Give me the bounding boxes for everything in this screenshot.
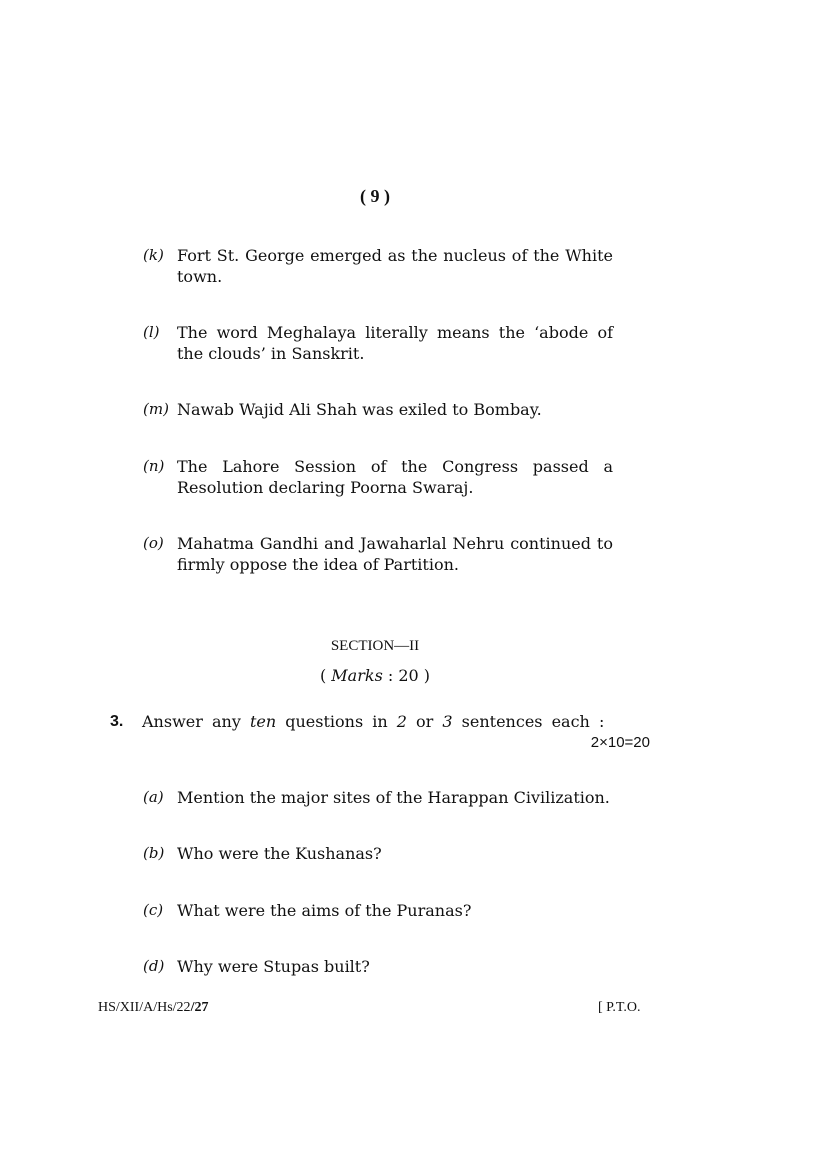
- paper-code: [98, 1000, 208, 1016]
- question-text-part: Answer any: [142, 712, 250, 731]
- paper-code-suffix: /27: [190, 1000, 209, 1015]
- statement-text: The Lahore Session of the Congress passed a Resolution declaring Poorna Swaraj.: [177, 457, 613, 497]
- question-number: 3.: [110, 713, 124, 730]
- sub-question-label: (b): [143, 844, 165, 862]
- question-text: [142, 711, 650, 732]
- sub-question-text: Why were Stupas built?: [177, 957, 370, 976]
- question-text-italic: 2: [396, 712, 407, 731]
- marks-prefix: (: [319, 666, 332, 685]
- statement-l: [143, 322, 613, 364]
- sub-question-text: Mention the major sites of the Harappan Civilization.: [177, 788, 610, 807]
- paper-code-prefix: HS/XII/A/Hs/22: [98, 1000, 191, 1015]
- marks-word: Marks: [331, 666, 383, 685]
- sub-question-label: (c): [143, 901, 164, 919]
- sub-question-text: What were the aims of the Puranas?: [177, 901, 472, 920]
- question-text-italic: ten: [249, 712, 277, 731]
- pto-label: [ P.T.O.: [598, 1000, 641, 1015]
- statement-m: [143, 399, 613, 420]
- statement-label: (m): [143, 400, 169, 418]
- statement-label: (o): [143, 534, 164, 552]
- question-text-part: sentences each :: [452, 712, 605, 731]
- statement-k: [143, 245, 613, 287]
- section-marks: [0, 666, 750, 685]
- question-text-part: questions in: [276, 712, 397, 731]
- statement-label: (k): [143, 246, 164, 264]
- sub-question-label: (d): [143, 957, 165, 975]
- section-title: SECTION—II: [330, 638, 420, 654]
- statement-label: (l): [143, 323, 160, 341]
- marks-suffix: : 20 ): [382, 666, 431, 685]
- question-text-part: or: [406, 712, 443, 731]
- statement-text: Mahatma Gandhi and Jawaharlal Nehru continued to firmly oppose the idea of Partition.: [177, 534, 613, 574]
- statement-text: Fort St. George emerged as the nucleus of the White town.: [177, 246, 613, 286]
- sub-question-d: [143, 956, 613, 977]
- sub-question-a: [143, 787, 613, 808]
- sub-question-b: [143, 843, 613, 864]
- statement-label: (n): [143, 457, 165, 475]
- question-3: [110, 711, 650, 753]
- statement-o: [143, 533, 613, 575]
- statement-text: Nawab Wajid Ali Shah was exiled to Bombay.: [177, 400, 542, 419]
- statement-text: The word Meghalaya literally means the ‘abode of the clouds’ in Sanskrit.: [177, 323, 613, 363]
- sub-question-c: [143, 900, 613, 921]
- sub-question-text: Who were the Kushanas?: [177, 844, 382, 863]
- question-marks: 2×10=20: [590, 734, 650, 751]
- question-text-italic: 3: [442, 712, 453, 731]
- sub-question-label: (a): [143, 788, 164, 806]
- page-number: ( 9 ): [360, 186, 390, 206]
- statement-n: [143, 456, 613, 498]
